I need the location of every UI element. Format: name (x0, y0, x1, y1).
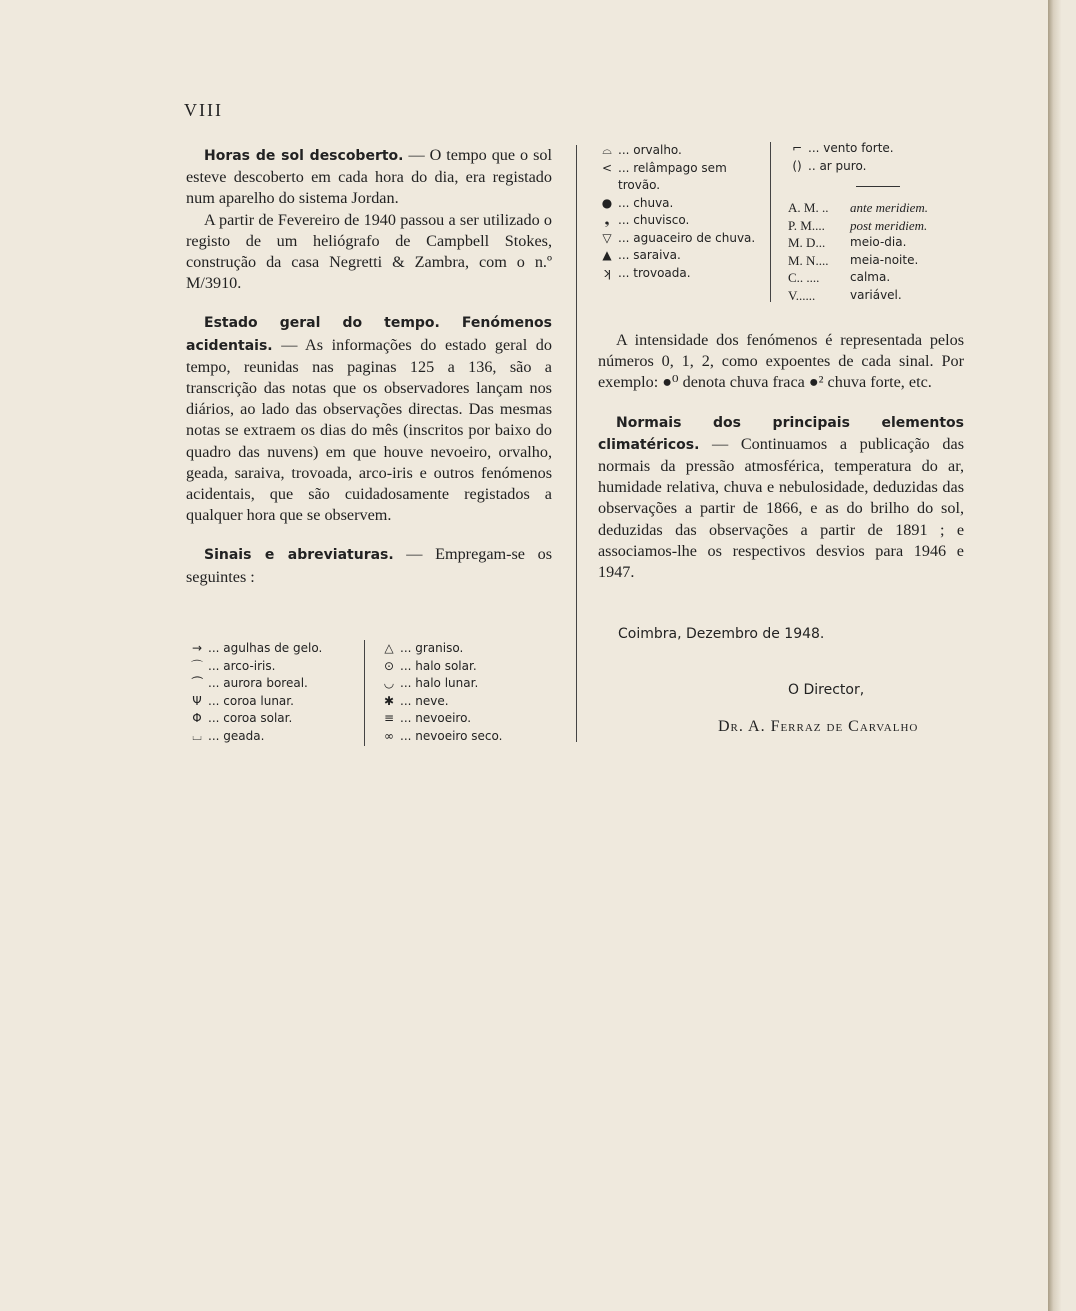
legend-left-a (186, 640, 358, 745)
legend-row (596, 230, 764, 248)
legend-label: .. ar puro. (808, 158, 867, 173)
strong-wind-icon: ⌐ (791, 141, 803, 155)
thunderstorm-icon: ʞ (602, 265, 611, 280)
legend-right-b (786, 140, 962, 175)
abbreviation-meaning: meia-noite. (850, 252, 919, 267)
abbreviation-meaning: calma. (850, 270, 891, 284)
legend-left-b (378, 640, 558, 745)
paragraph-sinais: Sinais e abreviaturas. — Empregam-se os seguintes : (186, 545, 552, 586)
paragraph-heliografo: A partir de Fevereiro de 1940 passou a ser utilizado o registo de um heliógrafo de Campbell Stokes, construção da casa Negretti & Zambra, com o n.º M/3910. (186, 210, 552, 293)
legend-label: ... coroa solar. (208, 711, 293, 725)
abbreviation: V...... (788, 287, 816, 303)
legend-row (186, 693, 358, 711)
aurora-icon: ⏜ (191, 676, 203, 690)
paragraph-horas-sol: Horas de sol descoberto. — O tempo que o sol esteve descoberto em cada hora do dia, era registado num aparelho do sistema Jordan. (186, 146, 552, 208)
legend-row (596, 195, 764, 213)
legend-row (786, 140, 962, 158)
legend-row (186, 658, 358, 676)
abbreviations-list (788, 199, 964, 304)
legend-row (596, 160, 764, 195)
legend-label: ... nevoeiro. (400, 711, 472, 725)
legend-label: ... halo solar. (400, 658, 477, 673)
legend-row (186, 675, 358, 693)
legend-row (378, 710, 558, 728)
abbreviation: A. M. .. (788, 200, 829, 215)
page-edge (1048, 0, 1062, 1311)
paragraph-intensidade: A intensidade dos fenómenos é representada pelos números 0, 1, 2, como expoentes de cada sinal. Por exemplo: ●⁰ denota chuva fraca ●² chuva forte, etc. (598, 331, 964, 392)
legend-row (186, 640, 358, 658)
abbreviation: C.. .... (788, 270, 820, 285)
legend-right-a (596, 142, 764, 282)
legend-row (378, 728, 558, 746)
hail-icon: △ (384, 641, 394, 655)
snow-icon: ✱ (383, 693, 395, 708)
drizzle-icon: ❟ (604, 213, 610, 227)
page-number: VIII (184, 100, 223, 120)
legend-label: ... graniso. (400, 641, 464, 655)
legend-label: ... nevoeiro seco. (400, 728, 503, 743)
sleet-icon: ▲ (602, 248, 612, 262)
legend-label: ... trovoada. (618, 265, 691, 280)
legend-label: ... aguaceiro de chuva. (618, 230, 756, 245)
legend-label: ... chuvisco. (618, 213, 690, 227)
solar-halo-icon: ⊙ (383, 658, 395, 673)
legend-label: ... agulhas de gelo. (208, 641, 323, 655)
paragraph-normais: Normais dos principais elementos climatéricos. — Continuamos a publicação das normais da pressão atmosférica, temperatura do ar, humidade relativa, chuva e nebulosidade, deduzidas das observações a partir de 1866, e as do brilho do sol, deduzidas das observações a partir de 1891 ; e associamos-lhe os respectivos desvios para 1946 e 1947. (598, 414, 964, 582)
column-divider (576, 145, 577, 742)
legend-row (596, 247, 764, 265)
legend-label: ... orvalho. (618, 143, 682, 157)
abbreviation: M. N.... (788, 252, 829, 268)
abbreviation-row (788, 217, 964, 235)
legend-label: ... relâmpago sem trovão. (618, 160, 727, 192)
rainbow-icon: ⌒ (190, 658, 203, 673)
heading-sinais: Sinais e abreviaturas. (204, 547, 394, 564)
fog-icon: ≡ (383, 711, 395, 725)
legend-divider (364, 640, 365, 746)
legend-row (378, 693, 558, 711)
frost-icon: ⌴ (192, 728, 202, 743)
lightning-icon: < (601, 160, 613, 175)
left-column (186, 145, 552, 588)
shower-icon: ▽ (602, 230, 612, 245)
legend-label: ... neve. (400, 693, 449, 708)
lunar-corona-icon: Ψ (192, 693, 202, 708)
legend-separator (856, 186, 900, 187)
legend-row (186, 728, 358, 746)
legend-row (596, 265, 764, 283)
abbreviation-row (788, 287, 964, 305)
legend-row (378, 658, 558, 676)
clear-air-icon: () (792, 158, 802, 173)
legend-row (378, 640, 558, 658)
heading-estado-geral: Estado geral do tempo. Fenómenos acidentais. (186, 315, 552, 354)
abbreviation-meaning: variável. (850, 287, 902, 302)
legend-row (596, 142, 764, 160)
rain-icon: ● (601, 195, 613, 210)
heading-horas-sol: Horas de sol descoberto. (204, 148, 404, 164)
legend-label: ... chuva. (618, 195, 674, 210)
legend-label: ... coroa lunar. (208, 693, 294, 708)
legend-label: ... geada. (208, 728, 265, 743)
legend-row (596, 212, 764, 230)
abbreviation: M. D... (788, 235, 826, 250)
heading-normais: Normais dos principais elementos climatéricos. (598, 414, 964, 453)
paragraph-estado-geral: Estado geral do tempo. Fenómenos acidentais. — As informações do estado geral do tempo, reunidas nas paginas 125 a 136, são a transcrição das notas que os observadores lançam nos diários, ao lado das observações directas. Das mesmas notas se extraem os dias do mês (inscritos por baixo do quadro das nuvens) em que houve nevoeiro, orvalho, geada, saraiva, trovoada, arco-iris e outros fenómenos acidentais, que são cuidadosamente registados a qualquer hora que se observem. (186, 315, 552, 525)
solar-corona-icon: Φ (192, 711, 202, 725)
legend-label: ... saraiva. (618, 248, 681, 262)
abbreviation: P. M.... (788, 217, 825, 233)
lunar-halo-icon: ◡ (383, 676, 395, 690)
place-date: Coimbra, Dezembro de 1948. (618, 626, 825, 642)
legend-label: ... vento forte. (808, 141, 894, 155)
dew-icon: ⌓ (602, 143, 612, 157)
director-label: O Director, (788, 682, 865, 698)
dry-fog-icon: ∞ (384, 728, 394, 743)
abbreviation-meaning: ante meridiem. (850, 200, 928, 215)
abbreviation-row (788, 252, 964, 270)
legend-label: ... arco-iris. (208, 658, 276, 673)
legend-row (786, 158, 962, 176)
legend-label: ... aurora boreal. (208, 676, 308, 690)
right-column (598, 330, 964, 583)
legend-divider-right (770, 142, 771, 302)
arrow-icon: → (191, 641, 203, 655)
abbreviation-row (788, 234, 964, 252)
director-signature: Dr. A. Ferraz de Carvalho (718, 718, 919, 735)
abbreviation-meaning: meio-dia. (850, 235, 907, 249)
abbreviation-meaning: post meridiem. (850, 217, 928, 233)
legend-row (186, 710, 358, 728)
legend-row (378, 675, 558, 693)
abbreviation-row (788, 269, 964, 287)
legend-label: ... halo lunar. (400, 676, 479, 690)
abbreviation-row (788, 199, 964, 217)
